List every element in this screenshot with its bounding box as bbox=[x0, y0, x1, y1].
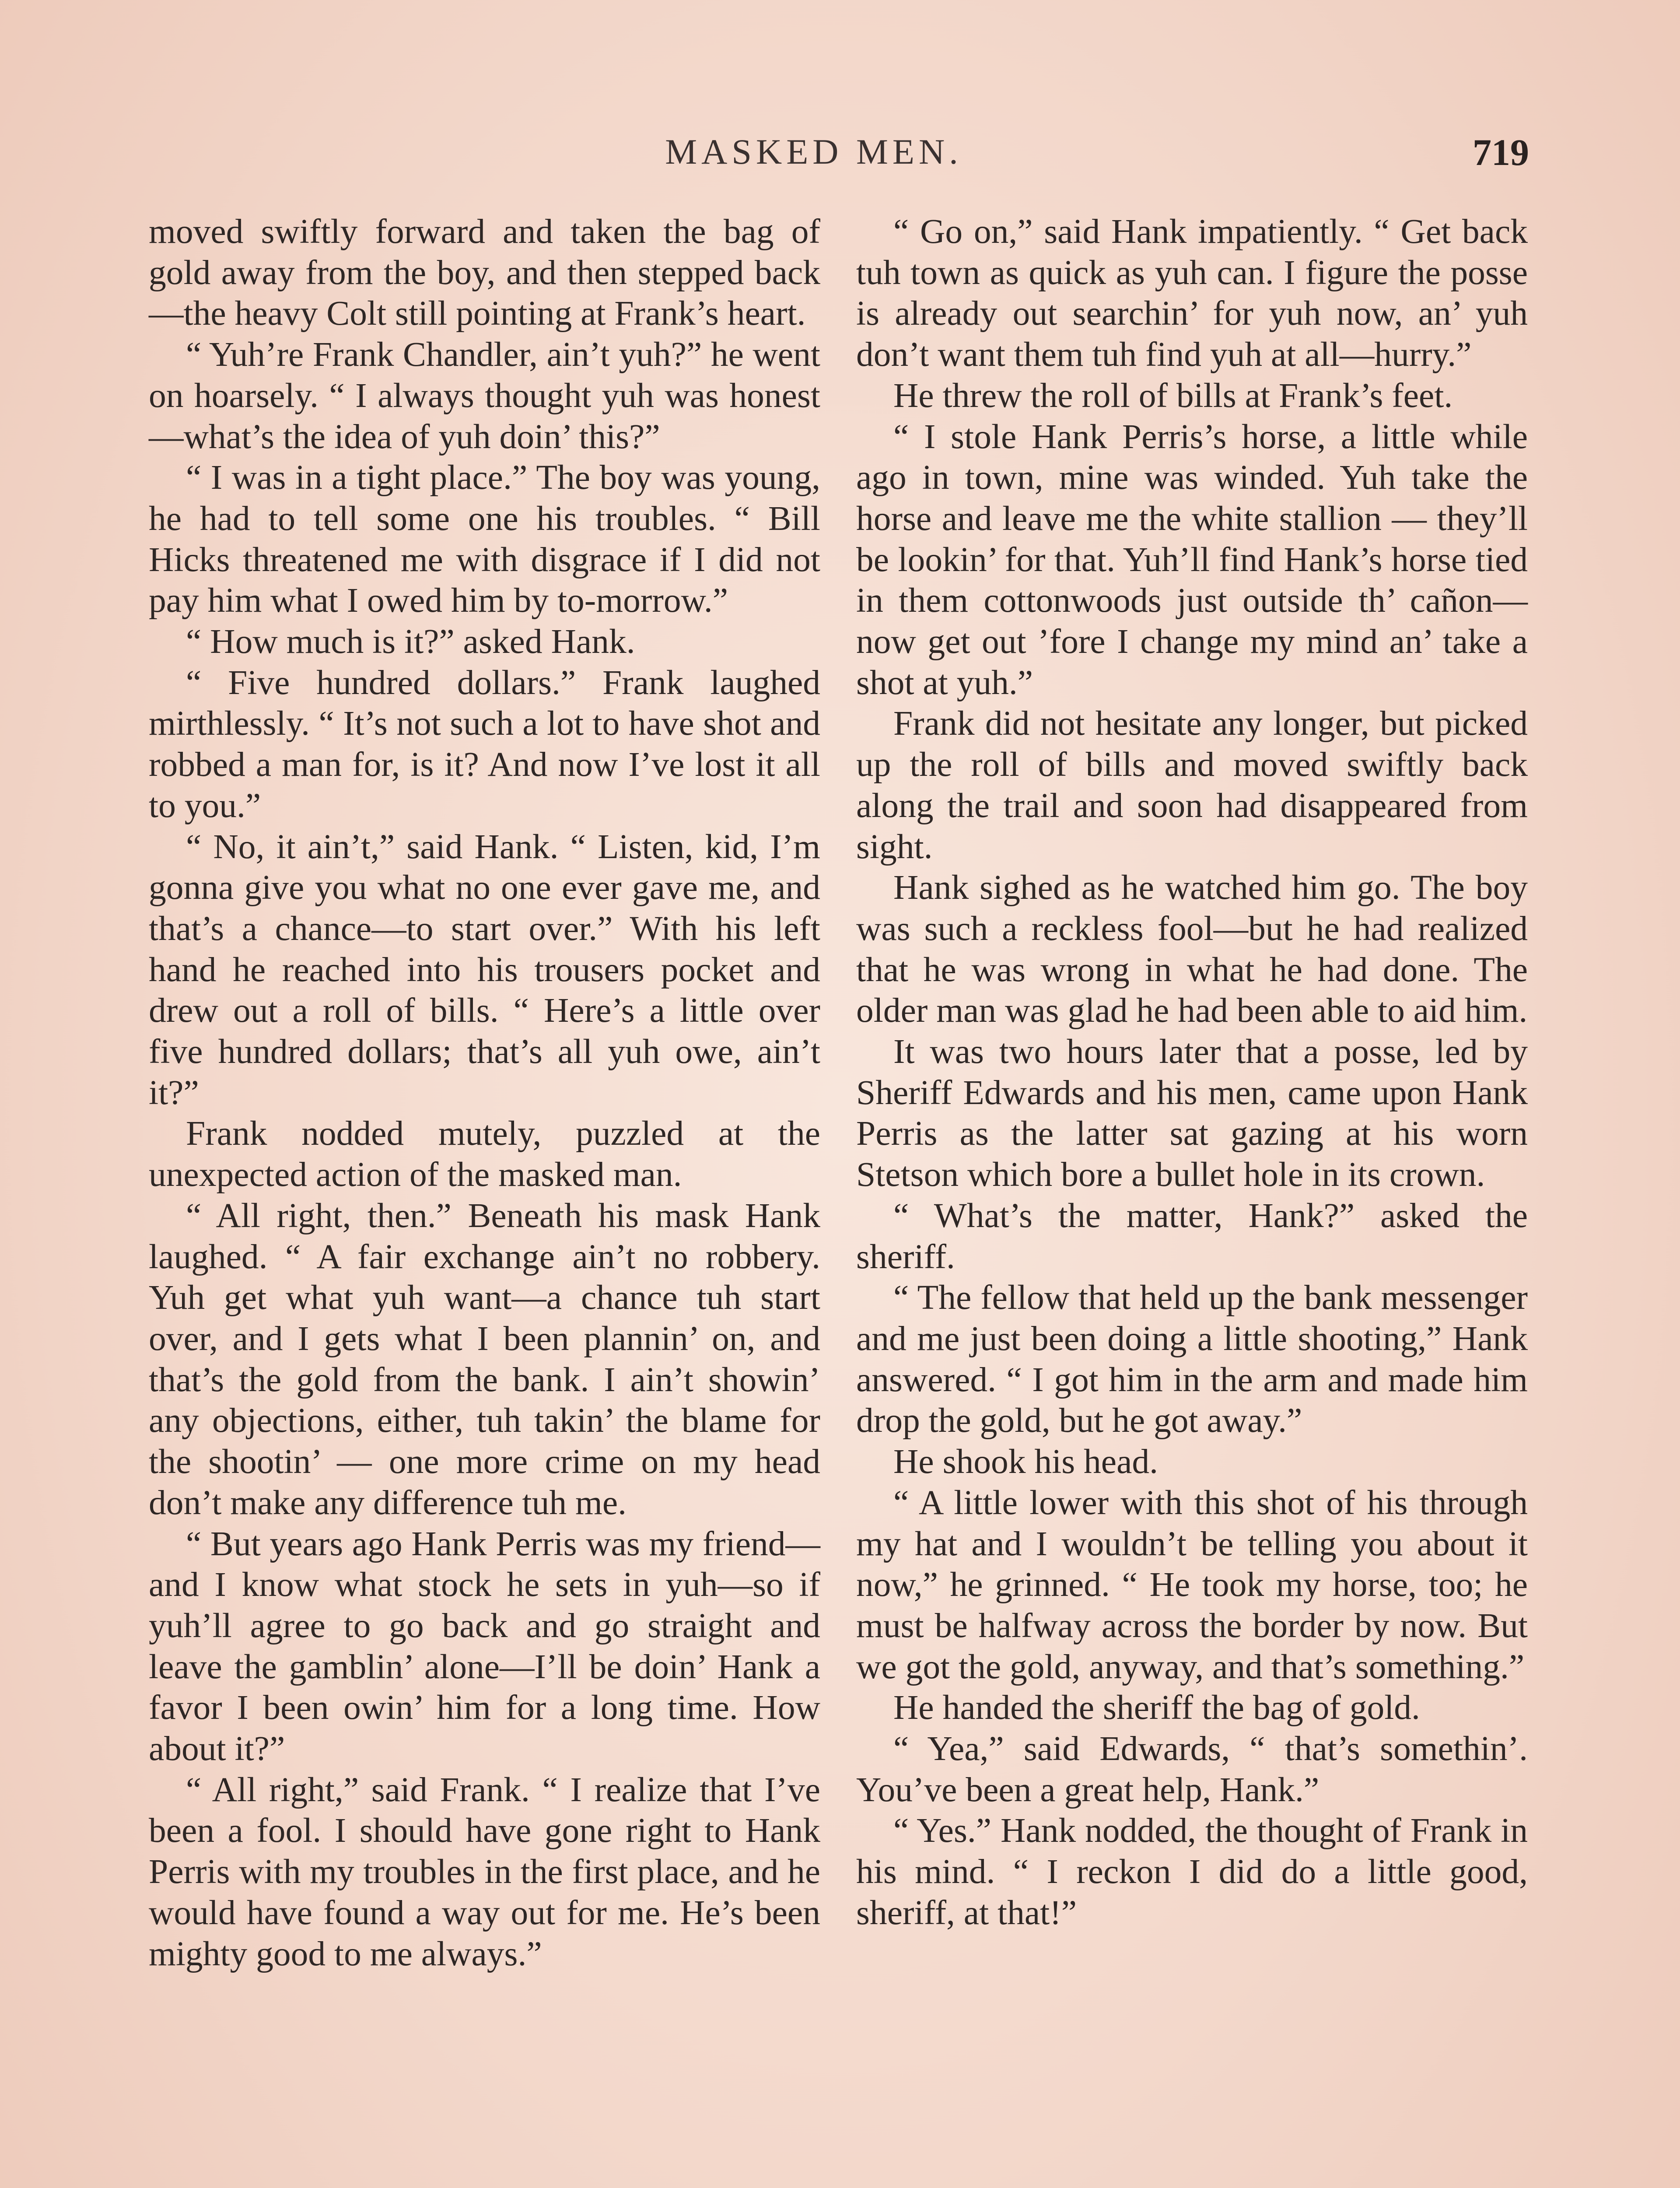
paragraph: “ How much is it?” asked Hank. bbox=[186, 622, 635, 661]
paragraph: “ All right, then.” Beneath his mask Hank laughed. “ A fair exchange ain’t no robbery. Yuh get what yuh want—a chance tuh start over, and I gets what I been plannin’ on, and that’s the gold from the bank. I ain’t showin’ any objections, either, tuh takin’ the blame for the shootin’ — one more crime on my head don’t make any difference tuh me. bbox=[149, 1196, 820, 1522]
paragraph: “ I was in a tight place.” The boy was young, he had to tell some one his troubles. “ Bill Hicks threatened me with disgrace if I did not pay him what I owed him by to-morrow.” bbox=[149, 458, 820, 620]
paragraph: Hank sighed as he watched him go. The boy was such a reckless fool—but he had realized that he was wrong in what he had done. The older man was glad he had been able to aid him. bbox=[856, 868, 1528, 1030]
paragraph: Frank did not hesitate any longer, but picked up the roll of bills and moved swiftly back along the trail and soon had disappeared from sight. bbox=[856, 704, 1528, 866]
left-column bbox=[149, 211, 820, 1974]
paragraph: He handed the sheriff the bag of gold. bbox=[893, 1688, 1420, 1727]
paragraph: moved swiftly forward and taken the bag of gold away from the boy, and then stepped back—the heavy Colt still pointing at Frank’s heart. bbox=[149, 212, 820, 333]
paragraph: “ The fellow that held up the bank messenger and me just been doing a little shooting,” Hank answered. “ I got him in the arm and made him drop the gold, but he got away.” bbox=[856, 1278, 1528, 1440]
paragraph: “ No, it ain’t,” said Hank. “ Listen, kid, I’m gonna give you what no one ever gave me, and that’s a chance—to start over.” With his left hand he reached into his trousers pocket and drew out a roll of bills. “ Here’s a little over five hundred dollars; that’s all yuh owe, ain’t it?” bbox=[149, 827, 820, 1112]
paragraph: Frank nodded mutely, puzzled at the unexpected action of the masked man. bbox=[149, 1114, 820, 1194]
right-column bbox=[856, 211, 1528, 1934]
running-head: MASKED MEN. bbox=[665, 132, 962, 172]
paragraph: “ Yea,” said Edwards, “ that’s somethin’. You’ve been a great help, Hank.” bbox=[856, 1729, 1528, 1809]
paragraph: “ Five hundred dollars.” Frank laughed mirthlessly. “ It’s not such a lot to have shot and robbed a man for, is it? And now I’ve lost it all to you.” bbox=[149, 663, 820, 825]
paragraph: “ All right,” said Frank. “ I realize that I’ve been a fool. I should have gone right to Hank Perris with my troubles in the first place, and he would have found a way out for me. He’s been mighty good to me always.” bbox=[149, 1770, 820, 1973]
paragraph: It was two hours later that a posse, led by Sheriff Edwards and his men, came upon Hank Perris as the latter sat gazing at his worn Stetson which bore a bullet hole in its crown. bbox=[856, 1032, 1528, 1194]
paragraph: “ Yuh’re Frank Chandler, ain’t yuh?” he went on hoarsely. “ I always thought yuh was honest—what’s the idea of yuh doin’ this?” bbox=[149, 335, 820, 456]
paragraph: “ But years ago Hank Perris was my friend—and I know what stock he sets in yuh—so if yuh’ll agree to go back and go straight and leave the gamblin’ alone—I’ll be doin’ Hank a favor I been owin’ him for a long time. How about it?” bbox=[149, 1524, 820, 1768]
paragraph: “ What’s the matter, Hank?” asked the sheriff. bbox=[856, 1196, 1528, 1276]
paragraph: He threw the roll of bills at Frank’s feet. bbox=[893, 376, 1453, 415]
paragraph: “ Go on,” said Hank impatiently. “ Get back tuh town as quick as yuh can. I figure the posse is already out searchin’ for yuh now, an’ yuh don’t want them tuh find yuh at all—hurry.” bbox=[856, 212, 1528, 374]
page-number: 719 bbox=[1473, 131, 1529, 173]
paragraph: He shook his head. bbox=[893, 1442, 1158, 1481]
paragraph: “ Yes.” Hank nodded, the thought of Frank in his mind. “ I reckon I did do a little good, sheriff, at that!” bbox=[856, 1811, 1528, 1932]
paragraph: “ A little lower with this shot of his through my hat and I wouldn’t be telling you about it now,” he grinned. “ He took my horse, too; he must be halfway across the border by now. But we got the gold, anyway, and that’s something.” bbox=[856, 1483, 1528, 1686]
paragraph: “ I stole Hank Perris’s horse, a little while ago in town, mine was winded. Yuh take the horse and leave me the white stallion — they’ll be lookin’ for that. Yuh’ll find Hank’s horse tied in them cottonwoods just outside th’ cañon—now get out ’fore I change my mind an’ take a shot at yuh.” bbox=[856, 417, 1528, 702]
